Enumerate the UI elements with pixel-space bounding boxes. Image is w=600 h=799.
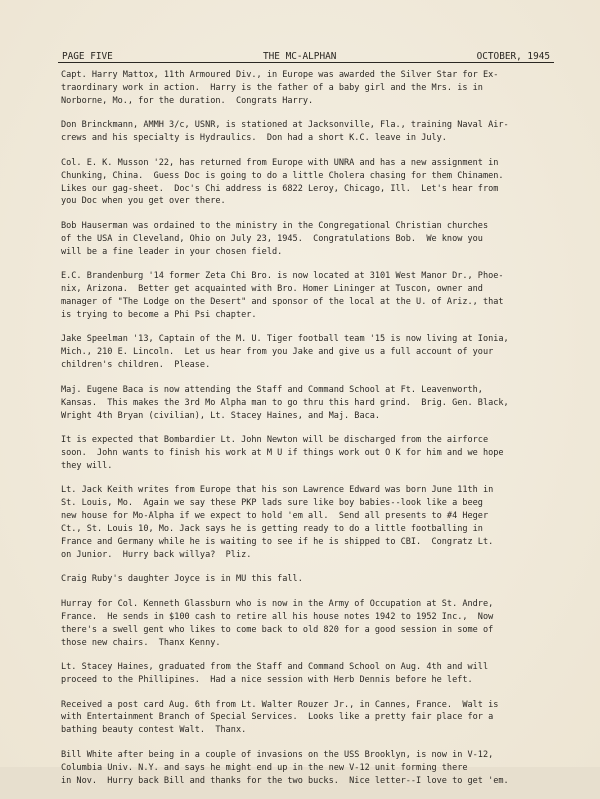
news-item-line: will be a fine leader in your chosen field. xyxy=(61,246,283,257)
news-item xyxy=(61,384,557,423)
news-item-line: manager of "The Lodge on the Desert" and sponsor of the local at the U. of Ariz., that xyxy=(61,297,504,308)
news-item-line: there's a swell gent who likes to come back to old 820 for a good session in some of xyxy=(61,624,494,635)
news-item-line: you Doc when you get over there. xyxy=(61,196,226,207)
news-item xyxy=(61,699,557,738)
news-item-line: on Junior. Hurry back willya? Pliz. xyxy=(61,549,252,560)
news-item-line: Norborne, Mo., for the duration. Congrats Harry. xyxy=(61,95,314,106)
news-item-line: Lt. Stacey Haines, graduated from the Staff and Command School on Aug. 4th and will xyxy=(61,662,489,673)
news-item-line: Columbia Univ. N.Y. and says he might end up in the new V-12 unit forming there xyxy=(61,762,468,773)
news-item xyxy=(61,484,557,561)
news-item-line: Chunking, China. Guess Doc is going to do a little Cholera chasing for them Chinamen. xyxy=(61,170,504,181)
news-item-line: It is expected that Bombardier Lt. John Newton will be discharged from the airforce xyxy=(61,435,489,446)
news-item-line: in Nov. Hurry back Bill and thanks for the two bucks. Nice letter--I love to get 'em. xyxy=(61,775,509,786)
news-item-line: bathing beauty contest Walt. Thanx. xyxy=(61,725,247,736)
news-item-line: proceed to the Phillipines. Had a nice session with Herb Dennis before he left. xyxy=(61,675,473,686)
news-item-line: St. Louis, Mo. Again we say these PKP lads sure like boy babies--look like a beeg xyxy=(61,498,483,509)
news-item-line: Received a post card Aug. 6th from Lt. Walter Rouzer Jr., in Cannes, France. Walt is xyxy=(61,699,499,710)
news-item-line: is trying to become a Phi Psi chapter. xyxy=(61,309,257,320)
news-item-line: those new chairs. Thanx Kenny. xyxy=(61,637,221,648)
news-item-line: Jake Speelman '13, Captain of the M. U. Tiger football team '15 is now living at Ionia, xyxy=(61,334,509,345)
news-item-line: Likes our gag-sheet. Doc's Chi address is 6822 Leroy, Chicago, Ill. Let's hear from xyxy=(61,183,499,194)
news-item-line: Lt. Jack Keith writes from Europe that his son Lawrence Edward was born June 11th in xyxy=(61,485,494,496)
news-item-line: France. He sends in $100 cash to retire all his house notes 1942 to 1952 Inc., Now xyxy=(61,611,494,622)
news-item-line: soon. John wants to finish his work at M U if things work out O K for him and we hope xyxy=(61,448,504,458)
news-item xyxy=(61,598,557,650)
news-item xyxy=(61,270,557,322)
news-item-line: children's children. Please. xyxy=(61,360,211,371)
news-item-line: Col. E. K. Musson '22, has returned from Europe with UNRA and has a new assignment in xyxy=(61,157,499,168)
newsletter-body xyxy=(61,69,557,799)
news-item xyxy=(61,661,557,687)
news-item xyxy=(61,157,557,209)
news-item-line: with Entertainment Branch of Special Services. Looks like a pretty fair place for a xyxy=(61,712,494,723)
news-item xyxy=(61,434,557,473)
news-item xyxy=(61,333,557,372)
news-item-line: new house for Mo-Alpha if we expect to hold 'em all. Send all presents to #4 Heger xyxy=(61,511,489,522)
page-number-label: PAGE FIVE xyxy=(62,51,113,62)
header-divider xyxy=(58,62,554,63)
news-item-line: E.C. Brandenburg '14 former Zeta Chi Bro. is now located at 3101 West Manor Dr., Phoe- xyxy=(61,271,504,282)
news-item-line: Don Brinckmann, AMMH 3/c, USNR, is stationed at Jacksonville, Fla., training Naval Air- xyxy=(61,120,509,131)
news-item xyxy=(61,69,557,108)
news-item-line: Capt. Harry Mattox, 11th Armoured Div., in Europe was awarded the Silver Star for Ex- xyxy=(61,70,499,80)
news-item xyxy=(61,573,557,586)
news-item-line: Ct., St. Louis 10, Mo. Jack says he is getting ready to do a little footballing in xyxy=(61,524,483,535)
newsletter-title: THE MC-ALPHAN xyxy=(263,51,337,62)
news-item-line: Bob Hauserman was ordained to the ministry in the Congregational Christian churches xyxy=(61,220,489,231)
news-item-line: Kansas. This makes the 3rd Mo Alpha man to go thru this hard grind. Brig. Gen. Black, xyxy=(61,397,509,408)
news-item-line: Craig Ruby's daughter Joyce is in MU this fall. xyxy=(61,574,303,585)
issue-date: OCTOBER, 1945 xyxy=(476,51,550,62)
news-item-line: they will. xyxy=(61,460,113,471)
news-item-line: France and Germany while he is waiting to see if he is shipped to CBI. Congratz Lt. xyxy=(61,537,494,548)
news-item-line: Wright 4th Bryan (civilian), Lt. Stacey Haines, and Maj. Baca. xyxy=(61,410,381,421)
news-item-line: nix, Arizona. Better get acquainted with Bro. Homer Lininger at Tuscon, owner and xyxy=(61,284,483,295)
news-item xyxy=(61,220,557,259)
news-item-line: Maj. Eugene Baca is now attending the Staff and Command School at Ft. Leavenworth, xyxy=(61,384,483,395)
news-item-line: Bill White after being in a couple of invasions on the USS Brooklyn, is now in V-12, xyxy=(61,749,494,760)
news-item-line: of the USA in Cleveland, Ohio on July 23, 1945. Congratulations Bob. We know you xyxy=(61,233,483,244)
news-item xyxy=(61,749,557,788)
news-item-line: traordinary work in action. Harry is the father of a baby girl and the Mrs. is in xyxy=(61,82,483,93)
news-item-line: Mich., 210 E. Lincoln. Let us hear from you Jake and give us a full account of your xyxy=(61,347,494,358)
news-item xyxy=(61,119,557,145)
news-item-line: crews and his specialty is Hydraulics. Don had a short K.C. leave in July. xyxy=(61,133,447,144)
news-item-line: Hurray for Col. Kenneth Glassburn who is now in the Army of Occupation at St. Andre, xyxy=(61,598,494,609)
